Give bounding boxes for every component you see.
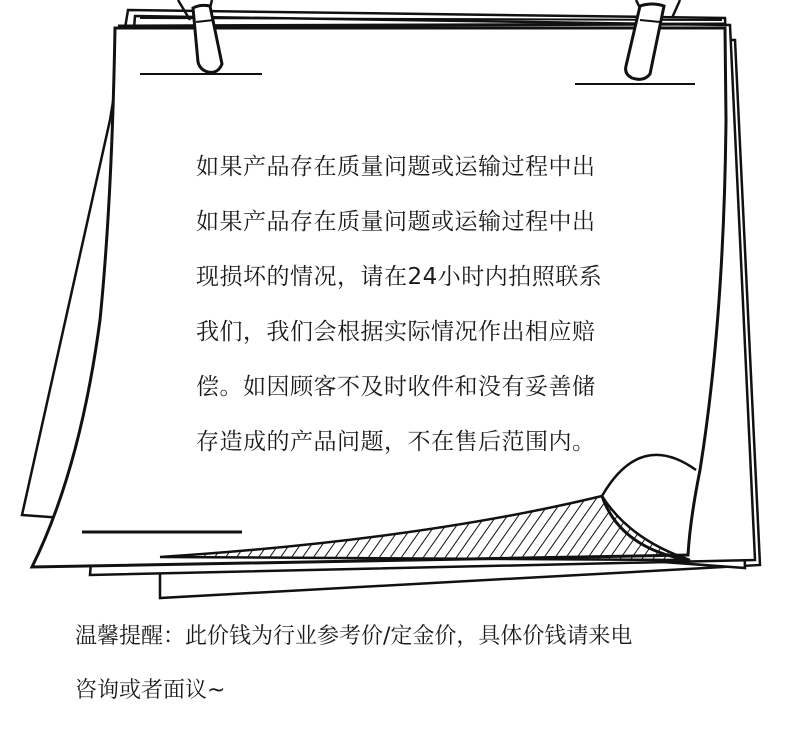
reminder-text: [75, 615, 775, 723]
note-line: 如果产品存在质量问题或运输过程中出: [196, 154, 596, 180]
reminder-line: 温馨提醒：此价钱为行业参考价/定金价，具体价钱请来电: [75, 624, 633, 649]
note-line: 存造成的产品问题，不在售后范围内。: [196, 429, 596, 455]
note-line: 我们，我们会根据实际情况作出相应赔: [196, 319, 596, 345]
reminder-line: 咨询或者面议~: [75, 678, 226, 703]
note-line: 如果产品存在质量问题或运输过程中出: [196, 209, 596, 235]
note-line: 现损坏的情况，请在24小时内拍照联系: [196, 264, 603, 290]
note-line: 偿。如因顾客不及时收件和没有妥善储: [196, 374, 596, 400]
note-text: [196, 145, 666, 475]
